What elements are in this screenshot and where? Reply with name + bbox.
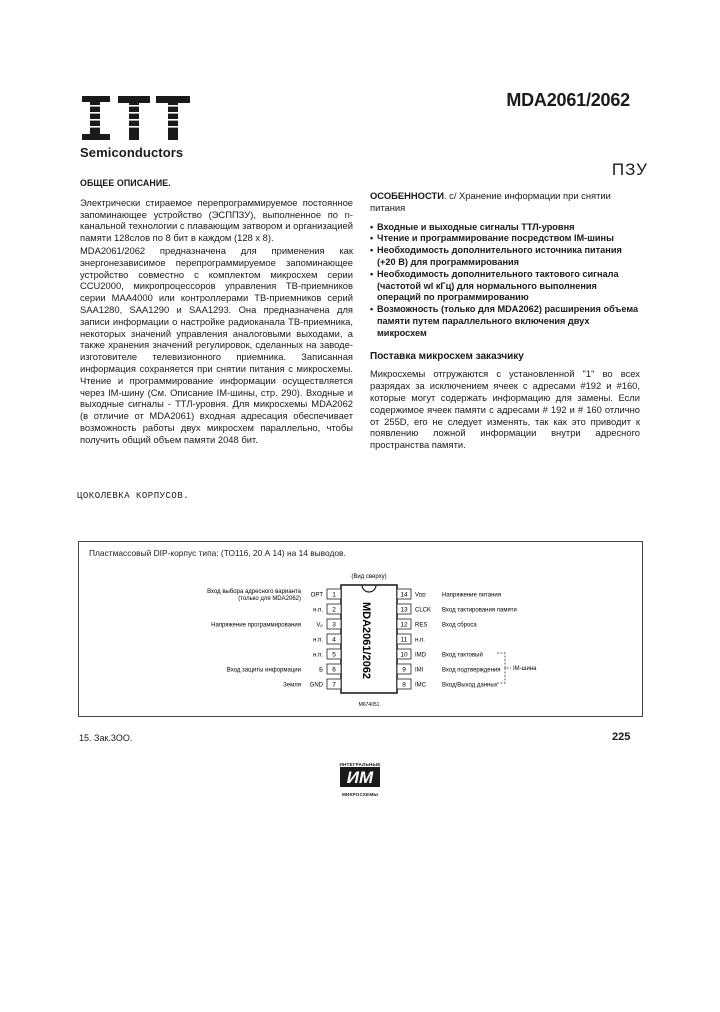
pin-number: 5 [332, 651, 336, 659]
pin-description: Вход сброса [442, 622, 477, 629]
pin-number: 14 [400, 591, 408, 599]
pin-symbol: IMC [415, 682, 426, 689]
pin-symbol: IMD [415, 652, 426, 659]
supply-text: Микросхемы отгружаются с установленной "1" во всех разрядах за исключением ячеек с адресами #192 и #160, которые могут содержать информацию для замены. Если содержимое ячеек памяти с адресами # 192 и # 160 отлично от 255D, его не следует изменять, так как это приводит к появлению ложной информации внутри адресного пространства памяти. [370, 368, 640, 451]
pin-symbol: Vᴅᴅ [415, 592, 426, 599]
pin-description: Напряжение питания [442, 592, 501, 599]
feature-item: • Необходимость дополнительного тактового сигнала (частотой wl кГц) для нормального выполнения операций по программированию [370, 269, 640, 304]
chip-label: MDA2061/2062 [360, 602, 372, 680]
pin-description: Земля [283, 682, 301, 689]
im-logo-icon [340, 767, 380, 787]
pin-description: Вход тактирования памяти [442, 607, 517, 614]
supply-title: Поставка микросхем заказчику [370, 350, 524, 362]
pin-description: Вход/Выход данных [442, 682, 498, 689]
pin-symbol: OPT [310, 592, 323, 599]
ref-code: M674051 [358, 702, 380, 708]
publisher-logo [330, 762, 390, 797]
top-view-label: (Вид сверху) [351, 574, 387, 580]
logo-subtitle: Semiconductors [80, 145, 184, 160]
feature-item: • Входные и выходные сигналы ТТЛ-уровня [370, 222, 640, 234]
right-pins [397, 589, 517, 689]
features-section [370, 190, 640, 451]
pin-number: 6 [332, 666, 336, 674]
pin-number: 3 [332, 621, 336, 629]
part-number: MDA2061/2062 [506, 90, 630, 110]
features-intro: . с/ Хранение информации при снятии питания [370, 190, 611, 213]
general-title: ОБЩЕЕ ОПИСАНИЕ. [80, 178, 171, 188]
left-pins [207, 589, 341, 689]
pin-symbol: IMI [415, 667, 424, 674]
pinout-caption: ЦОКОЛЕВКА КОРПУСОВ. [77, 491, 190, 501]
category-label: ПЗУ [611, 160, 648, 179]
pin-number: 7 [332, 681, 336, 689]
pin-description: Вход защиты информации [226, 667, 301, 674]
pin-description: (только для MDA2062) [238, 596, 301, 602]
pin-symbol: RES [415, 622, 428, 629]
pin-number: 13 [400, 606, 408, 614]
feature-item: • Необходимость дополнительного источника питания (+20 В) для программирования [370, 245, 640, 269]
pin-symbol: н.п. [313, 637, 323, 644]
pin-symbol: н.п. [313, 607, 323, 614]
package-title: Пластмассовый DIP-корпус типа: (ТО116, 20 А 14) на 14 выводов. [89, 548, 346, 558]
pin-description: Вход подтверждения [442, 667, 501, 674]
feature-item: • Чтение и программирование посредством IM-шины [370, 233, 640, 245]
pinout-diagram [78, 541, 643, 717]
pin-description: Вход тактовый [442, 652, 483, 659]
pin-number: 1 [332, 591, 336, 599]
pin-symbol: Б [319, 667, 323, 674]
pin-symbol: CLCK [415, 607, 432, 614]
pin-symbol: Vₚ [316, 622, 323, 629]
pin-number: 2 [332, 606, 336, 614]
pin-number: 11 [400, 636, 408, 644]
general-paragraph: Электрически стираемое перепрограммируемое постоянное запоминающее устройство (ЭСППЗУ), выполненное по n-канальной технологии с плавающим затвором и организацией памяти 128слов по 8 бит в каждом (128 x 8). [80, 196, 353, 244]
features-header [370, 190, 640, 214]
publisher-logo-main: ИМ [346, 768, 374, 787]
pin-number: 10 [400, 651, 408, 659]
pin-number: 8 [402, 681, 406, 689]
pin-number: 4 [332, 636, 336, 644]
bus-label: IM-шина [513, 666, 537, 672]
general-description [80, 178, 353, 447]
footer-left-text: 15. Зак.3ОО. [79, 733, 133, 743]
features-title: ОСОБЕННОСТИ [370, 190, 444, 201]
pin-symbol: н.п. [415, 637, 425, 644]
general-paragraph: MDA2061/2062 предназначена для применения как энергонезависимое перепрограммируемое запоминающее устройство совместно с комплектом микросхем серии CCU2000, микропроцессоров управления ТВ-приемников серии MAA4000 или контроллерами ТВ-приемников серий SAA1280, SAA1290 и SAA1293. Она предназначена для записи информации о настройке радиоканала ТВ-приемника, некоторых значений управления аналоговыми выходами, а также хранения значений регулировок, сделанных на заводе-изготовителе телевизионного приемника. Записанная информация сохраняется при снятии питания с микросхемы. Чтение и программирование информации осуществляется через IM-шину (См. Описание IM-шины, стр. 290). Входные и выходные сигналы - ТТЛ-уровня. Для микросхемы MDA2062 (в отличие от MDA2061) входная адресация обеспечивает возможность работы двух микросхем параллельно, чтобы получить общий объем памяти 2048 бит. [80, 244, 353, 445]
pin-number: 9 [402, 666, 406, 674]
page-number: 225 [612, 731, 631, 743]
pin-number: 12 [400, 621, 408, 629]
pin-description: Вход выбора адресного варианта [207, 589, 301, 595]
pinout-svg [79, 542, 642, 716]
publisher-logo-bottom: МИКРОСХЕМЫ [341, 792, 379, 797]
feature-item: • Возможность (только для MDA2062) расширения объема памяти путем параллельного включения двух микросхем [370, 304, 640, 339]
publisher-logo-top: ИНТЕГРАЛЬНЫЕ [339, 762, 381, 767]
features-list [370, 222, 640, 340]
pin-symbol: н.п. [313, 652, 323, 659]
company-logo [80, 92, 200, 160]
itt-logo-icon [80, 92, 192, 144]
pin-description: Напряжение программирования [211, 622, 301, 629]
pin-symbol: GND [309, 682, 323, 689]
